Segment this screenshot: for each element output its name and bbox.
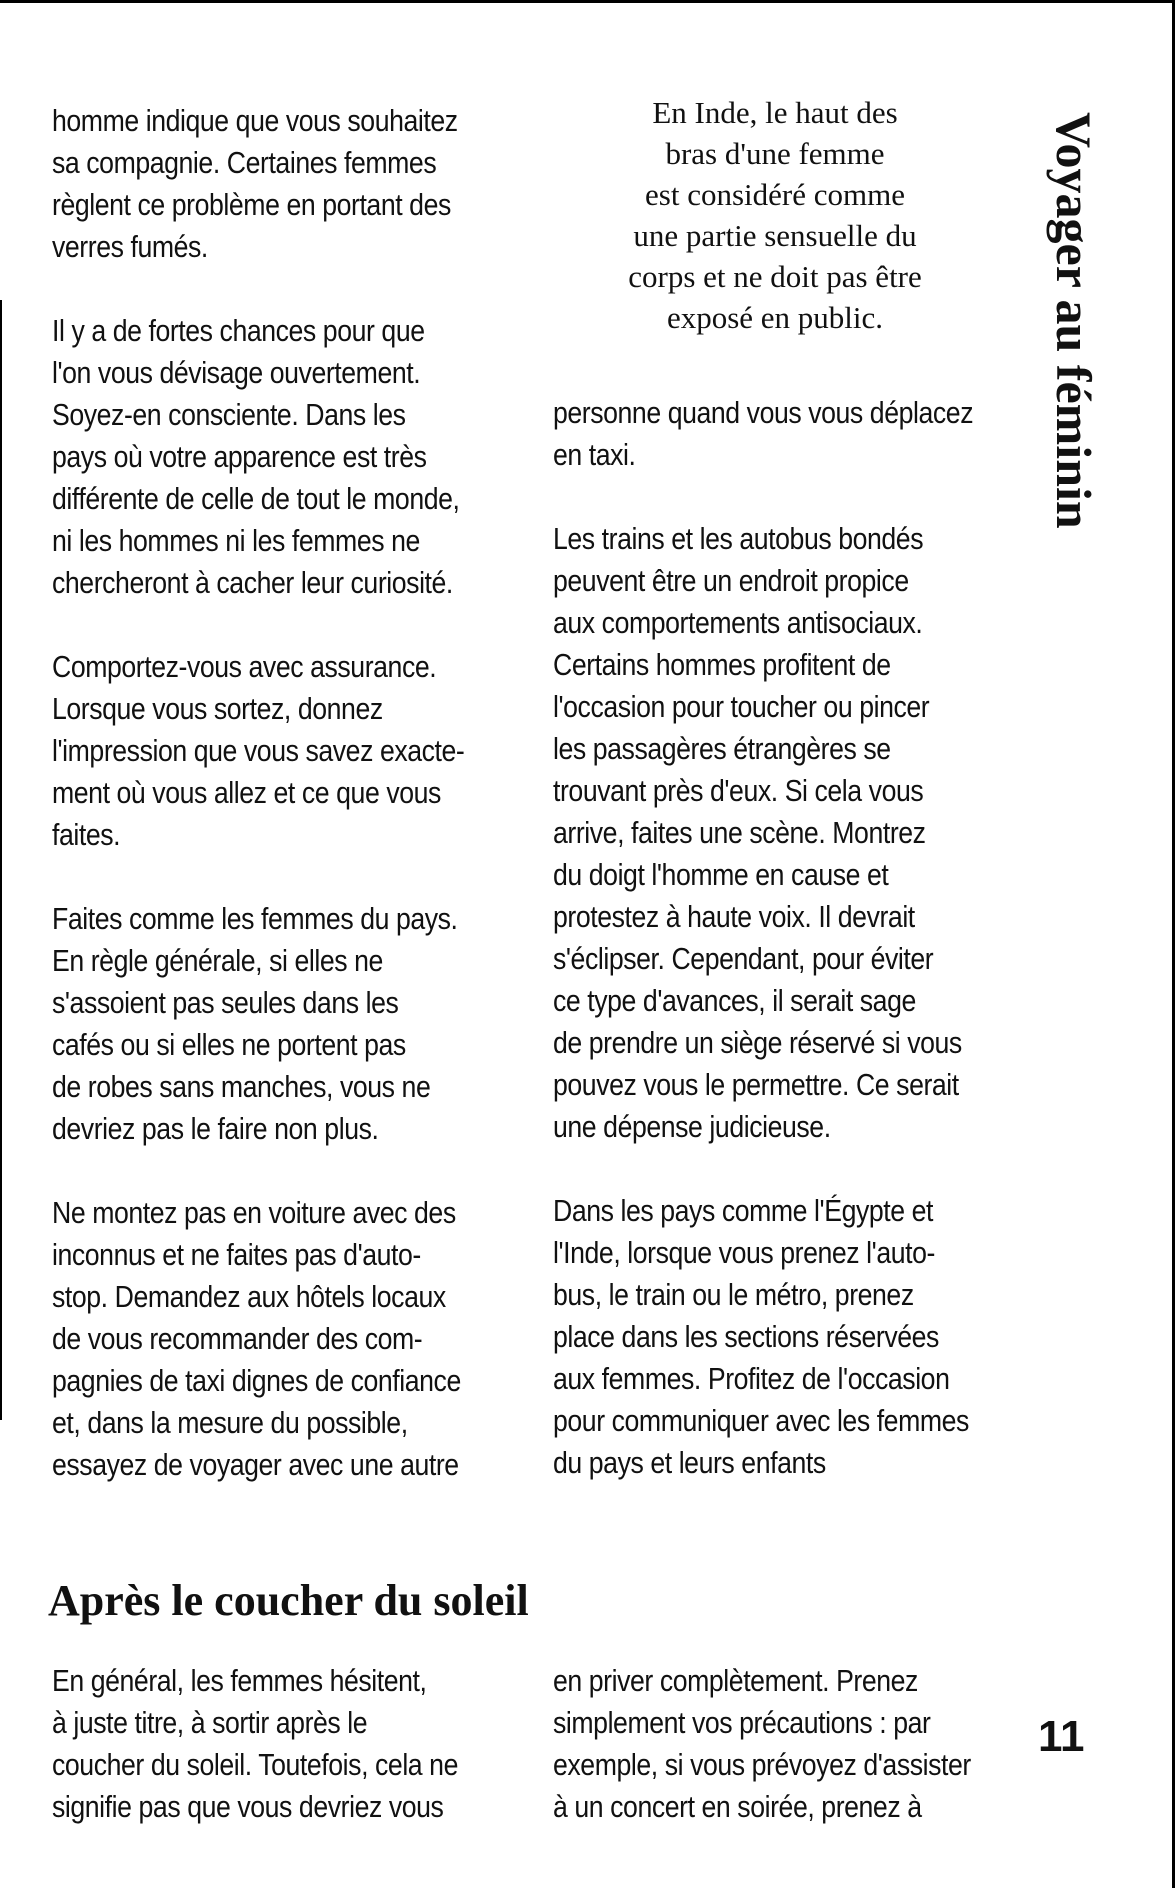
running-title: Voyager au féminin <box>1046 112 1102 529</box>
text-line: Lorsque vous sortez, donnez <box>52 691 383 726</box>
text-line: bus, le train ou le métro, prenez <box>553 1277 914 1312</box>
pull-quote-line: exposé en public. <box>666 300 884 335</box>
text-line: pays où votre apparence est très <box>52 439 427 474</box>
text-line: Comportez-vous avec assurance. <box>52 649 437 684</box>
pull-quote-line: corps et ne doit pas être <box>628 259 922 294</box>
pull-quote-line: une partie sensuelle du <box>633 218 917 253</box>
text-line: homme indique que vous souhaitez <box>52 103 458 138</box>
left-paragraph-5 <box>52 1192 499 1486</box>
text-line: place dans les sections réservées <box>553 1319 939 1354</box>
bottom-left-paragraph <box>52 1660 499 1828</box>
text-line: personne quand vous vous déplacez <box>553 395 974 430</box>
text-line: l'on vous dévisage ouvertement. <box>52 355 421 390</box>
pull-quote-line: En Inde, le haut des <box>652 95 898 130</box>
left-paragraph-3 <box>52 646 499 856</box>
pull-quote <box>560 92 990 338</box>
text-line: règlent ce problème en portant des <box>52 187 451 222</box>
text-line: ce type d'avances, il serait sage <box>553 983 916 1018</box>
page-border-top <box>0 0 1175 3</box>
text-line: de robes sans manches, vous ne <box>52 1069 431 1104</box>
pull-quote-line: est considéré comme <box>645 177 905 212</box>
text-line: ment où vous allez et ce que vous <box>52 775 441 810</box>
text-line: aux femmes. Profitez de l'occasion <box>553 1361 950 1396</box>
bottom-right-paragraph <box>553 1660 1000 1828</box>
section-heading: Après le coucher du soleil <box>48 1576 529 1625</box>
text-line: s'éclipser. Cependant, pour éviter <box>553 941 934 976</box>
text-line: essayez de voyager avec une autre <box>52 1447 459 1482</box>
text-line: signifie pas que vous devriez vous <box>52 1789 444 1824</box>
text-line: coucher du soleil. Toutefois, cela ne <box>52 1747 458 1782</box>
text-line: simplement vos précautions : par <box>553 1705 931 1740</box>
text-line: Faites comme les femmes du pays. <box>52 901 458 936</box>
text-line: de prendre un siège réservé si vous <box>553 1025 962 1060</box>
text-line: pouvez vous le permettre. Ce serait <box>553 1067 959 1102</box>
text-line: Soyez-en consciente. Dans les <box>52 397 406 432</box>
text-line: Dans les pays comme l'Égypte et <box>553 1193 933 1228</box>
right-column <box>553 392 1000 1526</box>
text-line: de vous recommander des com- <box>52 1321 423 1356</box>
page-number: 11 <box>1038 1712 1085 1761</box>
text-line: verres fumés. <box>52 229 208 264</box>
bottom-left-column <box>52 1660 499 1870</box>
left-paragraph-2 <box>52 310 499 604</box>
text-line: cafés ou si elles ne portent pas <box>52 1027 406 1062</box>
text-line: en taxi. <box>553 437 636 472</box>
left-paragraph-1 <box>52 100 499 268</box>
text-line: l'impression que vous savez exacte- <box>52 733 465 768</box>
text-line: Il y a de fortes chances pour que <box>52 313 425 348</box>
bottom-right-column <box>553 1660 1000 1870</box>
right-paragraph-2 <box>553 518 1000 1148</box>
text-line: protestez à haute voix. Il devrait <box>553 899 915 934</box>
right-paragraph-1 <box>553 392 1000 476</box>
text-line: stop. Demandez aux hôtels locaux <box>52 1279 446 1314</box>
text-line: différente de celle de tout le monde, <box>52 481 460 516</box>
text-line: peuvent être un endroit propice <box>553 563 909 598</box>
text-line: faites. <box>52 817 121 852</box>
text-line: à juste titre, à sortir après le <box>52 1705 368 1740</box>
text-line: les passagères étrangères se <box>553 731 891 766</box>
text-line: arrive, faites une scène. Montrez <box>553 815 926 850</box>
text-line: du doigt l'homme en cause et <box>553 857 889 892</box>
right-paragraph-3 <box>553 1190 1000 1484</box>
text-line: aux comportements antisociaux. <box>553 605 923 640</box>
text-line: En général, les femmes hésitent, <box>52 1663 427 1698</box>
text-line: devriez pas le faire non plus. <box>52 1111 379 1146</box>
pull-quote-line: bras d'une femme <box>665 136 885 171</box>
text-line: et, dans la mesure du possible, <box>52 1405 408 1440</box>
text-line: une dépense judicieuse. <box>553 1109 831 1144</box>
text-line: inconnus et ne faites pas d'auto- <box>52 1237 421 1272</box>
text-line: pagnies de taxi dignes de confiance <box>52 1363 461 1398</box>
text-line: l'Inde, lorsque vous prenez l'auto- <box>553 1235 935 1270</box>
text-line: En règle générale, si elles ne <box>52 943 383 978</box>
page-border-left <box>0 300 2 1420</box>
text-line: pour communiquer avec les femmes <box>553 1403 969 1438</box>
text-line: l'occasion pour toucher ou pincer <box>553 689 930 724</box>
text-line: en priver complètement. Prenez <box>553 1663 918 1698</box>
text-line: chercheront à cacher leur curiosité. <box>52 565 453 600</box>
text-line: Ne montez pas en voiture avec des <box>52 1195 456 1230</box>
text-line: exemple, si vous prévoyez d'assister <box>553 1747 971 1782</box>
text-line: du pays et leurs enfants <box>553 1445 826 1480</box>
text-line: Les trains et les autobus bondés <box>553 521 924 556</box>
text-line: ni les hommes ni les femmes ne <box>52 523 420 558</box>
left-paragraph-4 <box>52 898 499 1150</box>
text-line: à un concert en soirée, prenez à <box>553 1789 922 1824</box>
text-line: Certains hommes profitent de <box>553 647 891 682</box>
text-line: sa compagnie. Certaines femmes <box>52 145 437 180</box>
left-column <box>52 100 499 1528</box>
text-line: s'assoient pas seules dans les <box>52 985 399 1020</box>
text-line: trouvant près d'eux. Si cela vous <box>553 773 924 808</box>
